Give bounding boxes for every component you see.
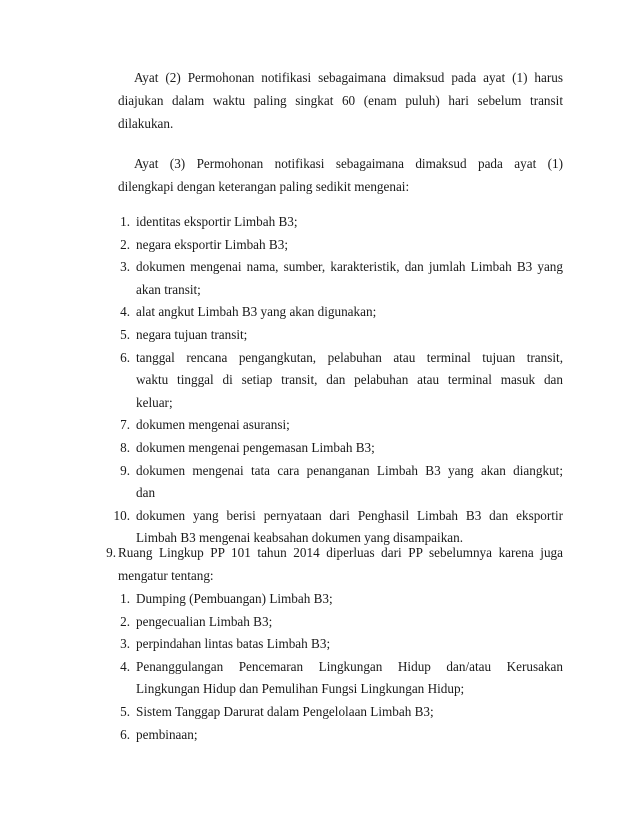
list-item-text: mengatur tentang:	[118, 567, 214, 583]
list-item-text: negara tujuan transit;	[136, 326, 248, 342]
list-item-number: 1.	[120, 214, 130, 229]
list-ayat-3	[100, 211, 563, 550]
list-item-number: 4.	[120, 658, 130, 674]
list-item	[100, 460, 563, 505]
list-item-number: 9.	[106, 545, 116, 560]
paragraph-line: dilengkapi dengan keterangan paling sedikit mengenai:	[118, 179, 410, 194]
paragraph-ayat-3	[118, 152, 563, 198]
list-item-number: 10.	[113, 507, 130, 523]
list-item-text: dan	[136, 485, 156, 501]
list-item	[100, 211, 563, 234]
list-item-text: akan transit;	[136, 281, 201, 297]
list-item-text: Dumping (Pembuangan) Limbah B3;	[136, 591, 333, 606]
list-item-number: 1.	[120, 591, 130, 606]
list-item	[100, 324, 563, 347]
list-item-number: 6.	[120, 349, 130, 365]
list-item	[100, 347, 563, 415]
list-item-text: tanggal rencana pengangkutan, pelabuhan atau terminal tujuan transit,	[136, 349, 563, 365]
list-item-text: Ruang Lingkup PP 101 tahun 2014 diperluas dari PP sebelumnya karena juga	[118, 545, 563, 560]
list-item	[100, 701, 563, 724]
list-item-text: dokumen yang berisi pernyataan dari Penghasil Limbah B3 dan eksportir	[136, 507, 563, 523]
list-item	[100, 437, 563, 460]
paragraph-line: dilakukan.	[118, 116, 174, 131]
list-item	[100, 256, 563, 301]
list-item-number: 8.	[120, 439, 130, 455]
list-item-number: 7.	[120, 417, 130, 433]
list-item-text: Penanggulangan Pencemaran Lingkungan Hidup dan/atau Kerusakan	[136, 658, 563, 674]
list-item-text: Lingkungan Hidup dan Pemulihan Fungsi Lingkungan Hidup;	[136, 681, 465, 697]
list-item-number: 2.	[120, 236, 130, 252]
list-item	[100, 542, 563, 587]
list-item-text: negara eksportir Limbah B3;	[136, 236, 288, 252]
list-item-text: dokumen mengenai nama, sumber, karakteristik, dan jumlah Limbah B3 yang	[136, 259, 563, 275]
paragraph-line: diajukan dalam waktu paling singkat 60 (enam puluh) hari sebelum transit	[118, 93, 563, 108]
list-item-text: pembinaan;	[136, 726, 198, 742]
list-item-number: 3.	[120, 259, 130, 275]
list-item-text: pengecualian Limbah B3;	[136, 613, 273, 629]
list-item-text: waktu tinggal di setiap transit, dan pelabuhan atau terminal masuk dan	[136, 372, 563, 388]
list-item-text: dokumen mengenai asuransi;	[136, 417, 290, 433]
list-item	[100, 234, 563, 257]
list-item-number: 6.	[120, 726, 130, 742]
list-item-text: Sistem Tanggap Darurat dalam Pengelolaan Limbah B3;	[136, 703, 434, 719]
list-item-text: Limbah B3 mengenai keabsahan dokumen yang disampaikan.	[136, 530, 464, 546]
list-item-number: 2.	[120, 613, 130, 629]
list-item-number: 3.	[120, 636, 130, 652]
list-item-number: 5.	[120, 703, 130, 719]
list-item	[100, 633, 563, 656]
list-item-number: 5.	[120, 326, 130, 342]
list-item	[100, 301, 563, 324]
list-item	[100, 656, 563, 701]
list-point-9-items	[100, 588, 563, 746]
list-item-text: perpindahan lintas batas Limbah B3;	[136, 636, 331, 652]
list-item	[100, 414, 563, 437]
list-item-text: alat angkut Limbah B3 yang akan digunakan;	[136, 304, 377, 320]
list-item	[100, 724, 563, 747]
paragraph-line: Ayat (3) Permohonan notifikasi sebagaimana dimaksud pada ayat (1)	[134, 156, 563, 171]
list-item-text: dokumen mengenai tata cara penanganan Limbah B3 yang akan diangkut;	[136, 462, 563, 478]
list-item-text: keluar;	[136, 394, 173, 410]
list-item-text: identitas eksportir Limbah B3;	[136, 214, 298, 229]
list-item-number: 9.	[120, 462, 130, 478]
list-item	[100, 588, 563, 611]
list-item-text: dokumen mengenai pengemasan Limbah B3;	[136, 439, 375, 455]
paragraph-ayat-2	[118, 66, 563, 135]
list-point-9	[100, 542, 563, 587]
list-item	[100, 611, 563, 634]
list-item-number: 4.	[120, 304, 130, 320]
paragraph-line: Ayat (2) Permohonan notifikasi sebagaimana dimaksud pada ayat (1) harus	[134, 70, 563, 85]
